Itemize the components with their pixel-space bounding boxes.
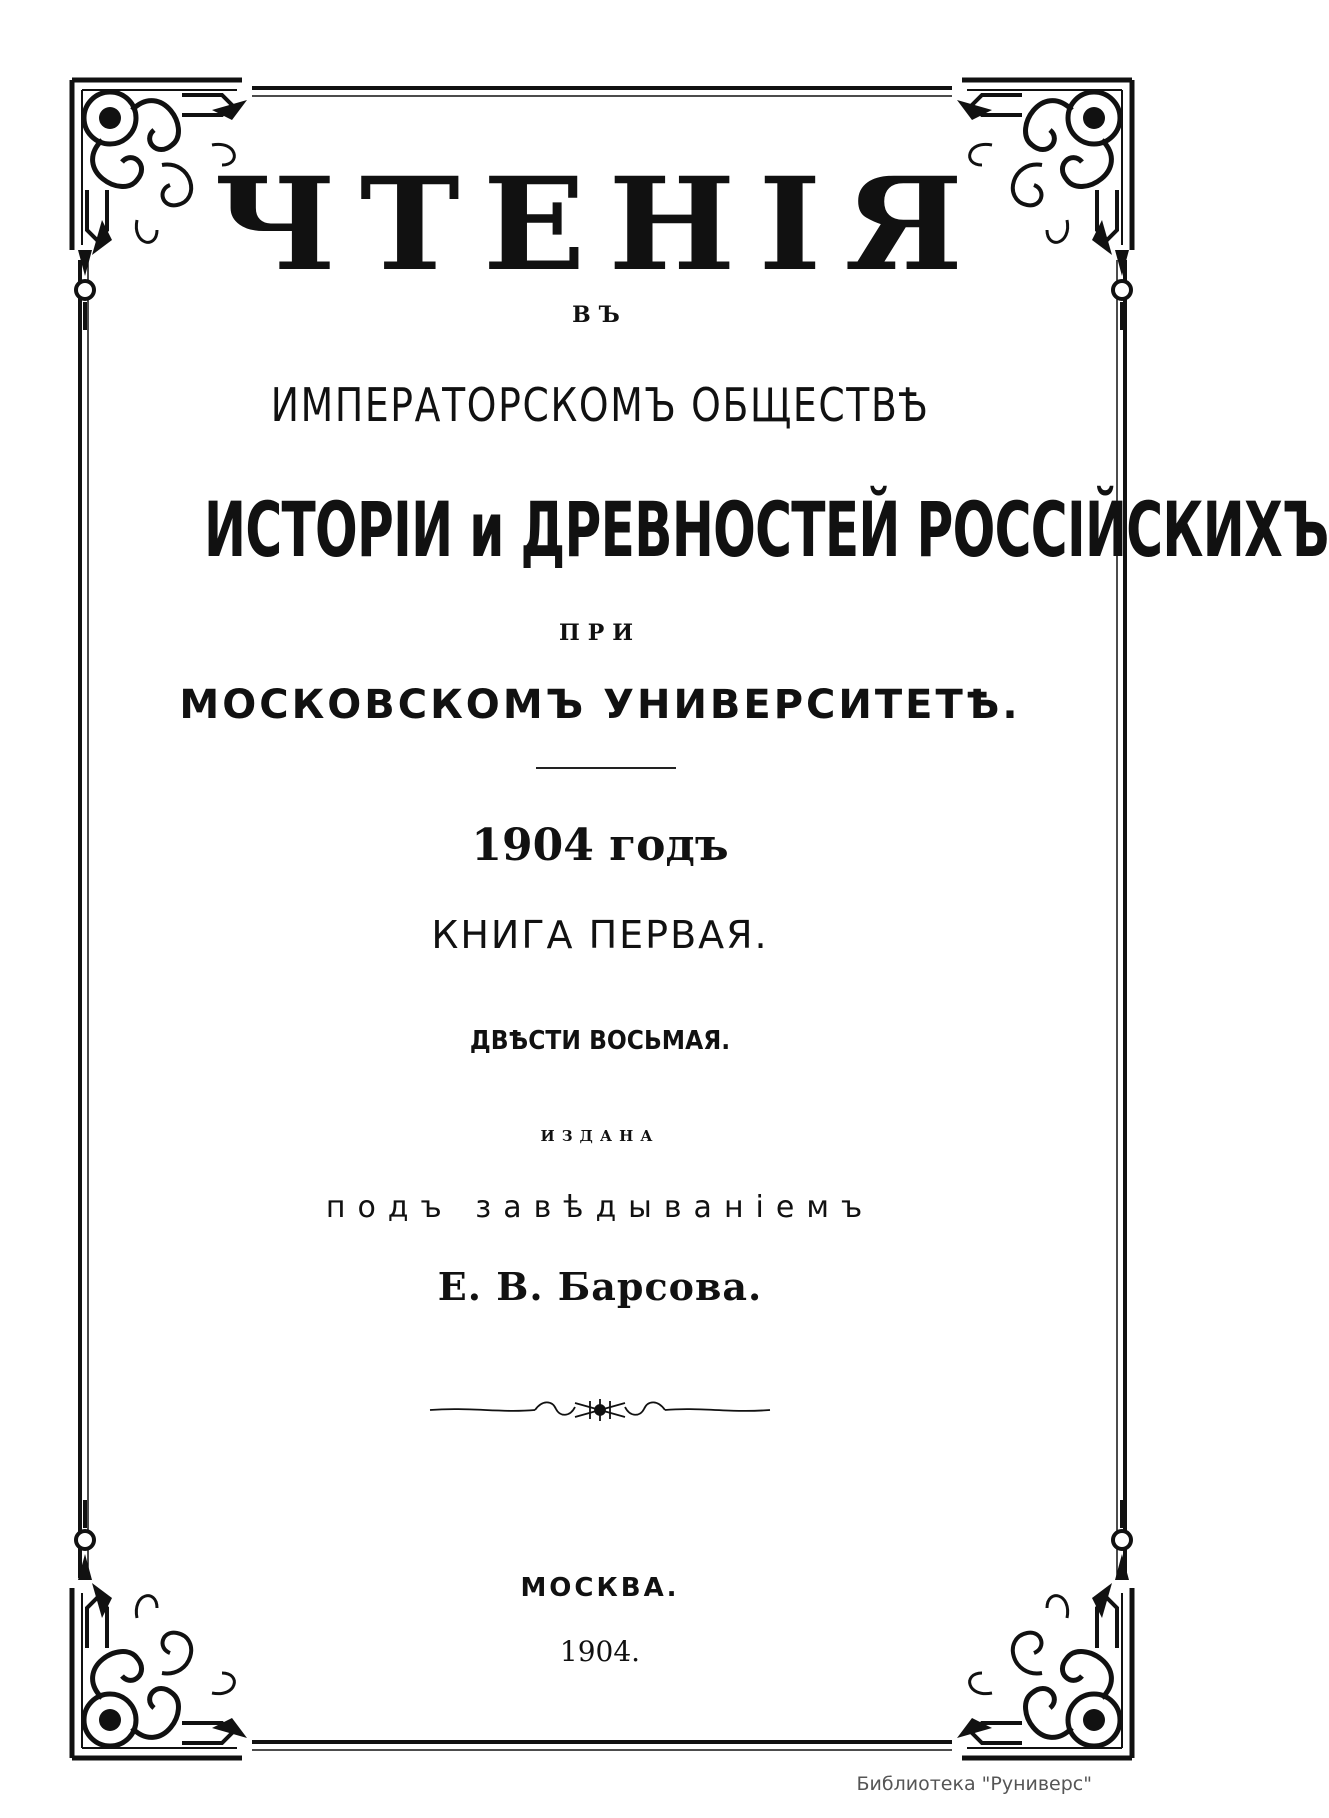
- editor-name: Е. В. Барсова.: [437, 1264, 763, 1309]
- divider-rule: [536, 767, 676, 769]
- place-of-publication: МОСКВА.: [520, 1573, 680, 1603]
- university-line: МОСКОВСКОМЪ УНИВЕРСИТЕТѢ.: [179, 682, 1021, 728]
- volume-line: ДВѢСТИ ВОСЬМАЯ.: [469, 1026, 731, 1056]
- preposition-v: ВЪ: [572, 302, 628, 328]
- society-line: ИМПЕРАТОРСКОМЪ ОБЩЕСТВѢ: [270, 378, 930, 432]
- published-label: ИЗДАНА: [540, 1127, 660, 1145]
- year-line: 1904 годъ: [471, 820, 729, 871]
- decorative-ornament-rule: [430, 1395, 770, 1425]
- history-line: ИСТОРІИ и ДРЕВНОСТЕЙ РОССІЙСКИХЪ: [203, 485, 1329, 574]
- preposition-pri: ПРИ: [558, 620, 642, 646]
- book-line: КНИГА ПЕРВАЯ.: [431, 913, 769, 957]
- library-watermark: Библиотека "Руниверс": [856, 1773, 1092, 1795]
- editor-prefix: подъ завѣдываніемъ: [325, 1190, 875, 1225]
- imprint-year: 1904.: [559, 1635, 641, 1668]
- book-title: ЧТЕНІЯ: [213, 150, 987, 300]
